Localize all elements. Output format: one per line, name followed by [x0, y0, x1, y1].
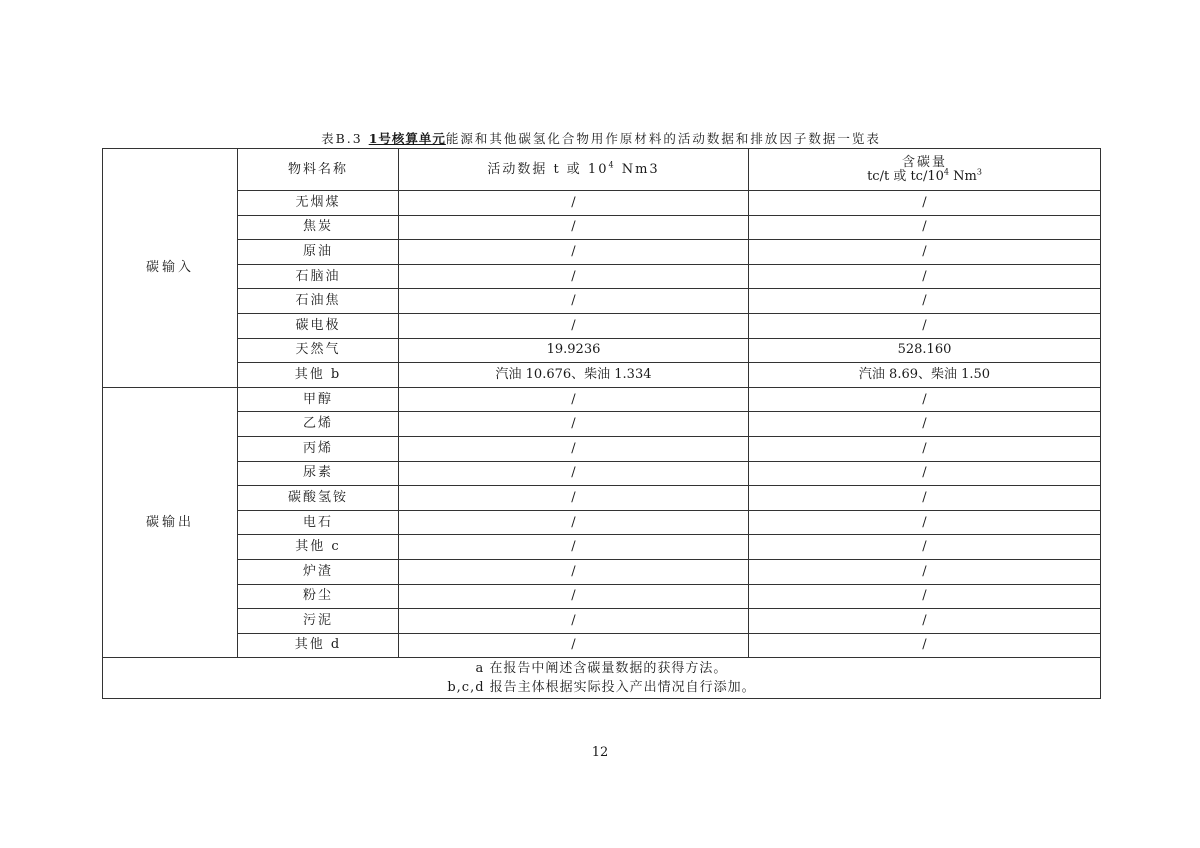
table-row	[103, 510, 1101, 535]
table-row	[103, 191, 1101, 216]
notes-cell	[103, 658, 1101, 699]
header-material-name: 物料名称	[238, 149, 399, 191]
activity-value-cell: /	[399, 313, 749, 338]
table-row	[103, 535, 1101, 560]
data-table	[102, 148, 1101, 699]
material-name-cell: 电石	[238, 510, 399, 535]
carbon-value-cell: /	[749, 559, 1101, 584]
activity-value-cell: /	[399, 535, 749, 560]
carbon-value-cell: /	[749, 584, 1101, 609]
activity-value-cell: /	[399, 609, 749, 634]
header-activity-text: 活动数据 t 或 10	[487, 161, 609, 177]
activity-value-cell: /	[399, 289, 749, 314]
activity-value-cell: /	[399, 215, 749, 240]
header-carbon-title: 含碳量	[901, 154, 947, 170]
table-row	[103, 338, 1101, 363]
activity-value-cell: /	[399, 633, 749, 658]
table-row	[103, 461, 1101, 486]
material-name-cell: 石脑油	[238, 264, 399, 289]
material-name-cell: 甲醇	[238, 387, 399, 412]
table-row	[103, 240, 1101, 265]
header-row	[103, 149, 1101, 191]
activity-value-cell: /	[399, 264, 749, 289]
material-name-cell: 乙烯	[238, 412, 399, 437]
carbon-value-cell: /	[749, 412, 1101, 437]
table-caption	[102, 130, 1100, 148]
carbon-value-cell: /	[749, 264, 1101, 289]
carbon-value-cell: /	[749, 387, 1101, 412]
caption-unit: 1号核算单元	[368, 131, 446, 146]
header-carbon-unit	[749, 167, 1100, 184]
material-name-cell: 炉渣	[238, 559, 399, 584]
activity-value-cell: /	[399, 436, 749, 461]
activity-value-cell: /	[399, 412, 749, 437]
footnote-line2: b,c,d 报告主体根据实际投入产出情况自行添加。	[447, 680, 756, 696]
caption-prefix: 表B.3	[321, 131, 369, 146]
table-row	[103, 633, 1101, 658]
carbon-value-cell: /	[749, 510, 1101, 535]
activity-value-cell: /	[399, 191, 749, 216]
group-carbon-input: 碳输入	[103, 149, 238, 388]
material-name-cell: 碳酸氢铵	[238, 486, 399, 511]
header-carbon-content	[749, 149, 1101, 191]
material-name-cell: 粉尘	[238, 584, 399, 609]
notes-row	[103, 658, 1101, 699]
activity-value-cell: /	[399, 461, 749, 486]
caption-title: 能源和其他碳氢化合物用作原材料的活动数据和排放因子数据一览表	[445, 131, 881, 146]
carbon-value-cell: /	[749, 486, 1101, 511]
carbon-value-cell: 528.160	[749, 338, 1101, 363]
activity-value-cell: /	[399, 387, 749, 412]
material-name-cell: 尿素	[238, 461, 399, 486]
header-carbon-sup: 4	[943, 167, 949, 177]
carbon-value-cell: /	[749, 289, 1101, 314]
material-name-cell: 其他 b	[238, 363, 399, 388]
header-activity-unit: Nm3	[615, 161, 660, 177]
activity-value-cell: /	[399, 559, 749, 584]
group-carbon-output: 碳输出	[103, 387, 238, 658]
material-name-cell: 碳电极	[238, 313, 399, 338]
material-name-cell: 丙烯	[238, 436, 399, 461]
table-row	[103, 486, 1101, 511]
header-carbon-nm: Nm	[948, 168, 977, 184]
carbon-value-cell: /	[749, 313, 1101, 338]
table-row	[103, 363, 1101, 388]
activity-value-cell: /	[399, 240, 749, 265]
table-row	[103, 387, 1101, 412]
activity-value-cell: /	[399, 486, 749, 511]
table-row	[103, 436, 1101, 461]
activity-value-cell: 19.9236	[399, 338, 749, 363]
carbon-value-cell: /	[749, 191, 1101, 216]
table-row	[103, 584, 1101, 609]
table-row	[103, 264, 1101, 289]
material-name-cell: 原油	[238, 240, 399, 265]
table-row	[103, 609, 1101, 634]
material-name-cell: 无烟煤	[238, 191, 399, 216]
header-carbon-unit-text: tc/t 或 tc/10	[867, 168, 944, 184]
material-name-cell: 污泥	[238, 609, 399, 634]
header-activity-sup: 4	[608, 160, 616, 170]
table-row	[103, 313, 1101, 338]
table-row	[103, 412, 1101, 437]
material-name-cell: 天然气	[238, 338, 399, 363]
header-activity-data	[399, 149, 749, 191]
activity-value-cell: /	[399, 584, 749, 609]
carbon-value-cell: /	[749, 535, 1101, 560]
table-row	[103, 215, 1101, 240]
carbon-value-cell: /	[749, 240, 1101, 265]
header-carbon-sup2: 3	[976, 167, 982, 177]
material-name-cell: 石油焦	[238, 289, 399, 314]
carbon-value-cell: /	[749, 609, 1101, 634]
page-number: 12	[591, 745, 609, 760]
table-row	[103, 289, 1101, 314]
carbon-value-cell: 汽油 8.69、柴油 1.50	[749, 363, 1101, 388]
carbon-value-cell: /	[749, 436, 1101, 461]
material-name-cell: 焦炭	[238, 215, 399, 240]
activity-value-cell: 汽油 10.676、柴油 1.334	[399, 363, 749, 388]
material-name-cell: 其他 d	[238, 633, 399, 658]
carbon-value-cell: /	[749, 215, 1101, 240]
activity-value-cell: /	[399, 510, 749, 535]
material-name-cell: 其他 c	[238, 535, 399, 560]
footnote-line1: a 在报告中阐述含碳量数据的获得方法。	[475, 661, 728, 677]
carbon-value-cell: /	[749, 461, 1101, 486]
table-row	[103, 559, 1101, 584]
carbon-value-cell: /	[749, 633, 1101, 658]
